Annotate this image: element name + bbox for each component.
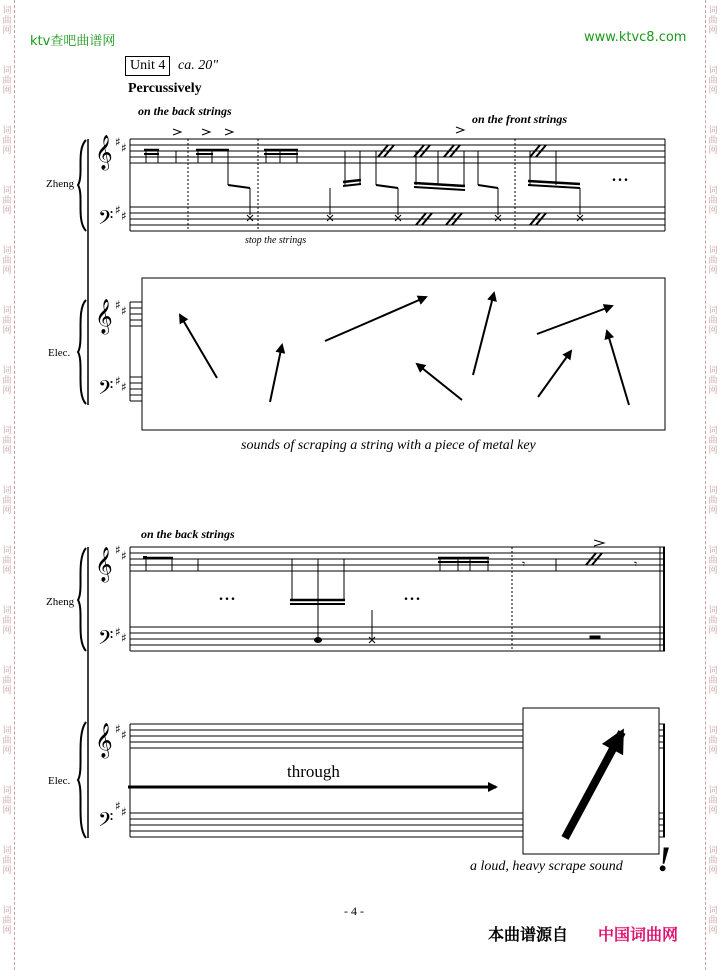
side-watermark-glyph: 曲 bbox=[708, 796, 718, 806]
side-watermark-glyph: 网 bbox=[708, 446, 718, 456]
side-watermark-glyph: 曲 bbox=[2, 136, 12, 146]
caption-heavy-scrape: a loud, heavy scrape sound bbox=[470, 859, 623, 874]
side-watermark-glyph: 词 bbox=[2, 126, 12, 136]
side-watermark-glyph: 曲 bbox=[708, 556, 718, 566]
side-watermark-glyph: 网 bbox=[2, 566, 12, 576]
zheng-bass-staff-2 bbox=[130, 627, 665, 651]
side-watermark-glyph: 网 bbox=[2, 206, 12, 216]
bass-clef-3: 𝄢 bbox=[98, 626, 114, 654]
side-watermark-glyph: 词 bbox=[708, 606, 718, 616]
ellipsis-1: ... bbox=[612, 168, 630, 185]
side-watermark-glyph: 词 bbox=[708, 726, 718, 736]
side-watermark-glyph: 网 bbox=[708, 926, 718, 936]
side-watermark-glyph: 词 bbox=[2, 306, 12, 316]
side-watermark-glyph: 曲 bbox=[708, 436, 718, 446]
side-watermark-glyph: 曲 bbox=[2, 856, 12, 866]
side-watermark-glyph: 网 bbox=[2, 326, 12, 336]
side-watermark-glyph: 网 bbox=[2, 266, 12, 276]
scrape-graphic-box-2 bbox=[523, 708, 659, 854]
rest-1: 𝄾 bbox=[522, 557, 526, 571]
side-watermark-glyph: 曲 bbox=[2, 796, 12, 806]
side-watermark-glyph: 曲 bbox=[708, 376, 718, 386]
side-watermark-glyph: 曲 bbox=[2, 616, 12, 626]
ellipsis-2a: ... bbox=[219, 587, 237, 604]
side-watermark-glyph: 词 bbox=[708, 366, 718, 376]
side-watermark-glyph: 词 bbox=[2, 6, 12, 16]
side-watermark-glyph: 词 bbox=[2, 786, 12, 796]
page-number: - 4 - bbox=[344, 904, 364, 918]
side-watermark-glyph: 词 bbox=[2, 246, 12, 256]
unit-label: Unit 4 bbox=[125, 56, 170, 76]
treble-clef-4: 𝄞 bbox=[95, 723, 113, 758]
side-watermark-glyph: 网 bbox=[2, 686, 12, 696]
side-watermark-glyph: 网 bbox=[708, 746, 718, 756]
side-watermark-glyph: 词 bbox=[2, 486, 12, 496]
side-watermark-glyph: 词 bbox=[708, 126, 718, 136]
side-watermark-glyph: 曲 bbox=[2, 436, 12, 446]
side-watermark-glyph: 词 bbox=[708, 306, 718, 316]
noteheads-system-2 bbox=[143, 556, 147, 559]
notes-system-2 bbox=[144, 540, 604, 643]
side-watermark-glyph: 词 bbox=[708, 246, 718, 256]
svg-text:♯: ♯ bbox=[115, 543, 121, 557]
side-watermark-glyph: 词 bbox=[708, 486, 718, 496]
side-watermark-glyph: 曲 bbox=[708, 16, 718, 26]
side-watermark-glyph: 曲 bbox=[2, 76, 12, 86]
side-watermark-glyph: 网 bbox=[2, 446, 12, 456]
scrape-graphic-box-1 bbox=[142, 278, 665, 430]
side-watermark-glyph: 词 bbox=[2, 426, 12, 436]
side-watermark-glyph: 词 bbox=[2, 366, 12, 376]
svg-text:♯: ♯ bbox=[115, 203, 121, 217]
side-watermark-glyph: 曲 bbox=[2, 376, 12, 386]
side-watermark-glyph: 曲 bbox=[2, 676, 12, 686]
side-watermark-glyph: 词 bbox=[2, 66, 12, 76]
side-watermark-glyph: 网 bbox=[2, 506, 12, 516]
svg-text:♯: ♯ bbox=[115, 298, 121, 312]
side-watermark-glyph: 曲 bbox=[708, 256, 718, 266]
tempo-marking: Percussively bbox=[128, 81, 202, 96]
side-watermark-glyph: 词 bbox=[708, 546, 718, 556]
direction-front-strings: on the front strings bbox=[472, 112, 568, 126]
side-watermark-glyph: 词 bbox=[708, 786, 718, 796]
side-watermark-glyph: 词 bbox=[2, 186, 12, 196]
side-watermark-glyph: 词 bbox=[708, 906, 718, 916]
side-watermark-glyph: 曲 bbox=[708, 676, 718, 686]
elec-bass-staff-2 bbox=[130, 813, 665, 837]
side-watermark-glyph: 网 bbox=[708, 566, 718, 576]
side-watermark-glyph: 曲 bbox=[2, 736, 12, 746]
side-watermark-glyph: 网 bbox=[2, 26, 12, 36]
rest-2: 𝄾 bbox=[634, 557, 638, 571]
svg-text:♯: ♯ bbox=[121, 805, 127, 819]
side-watermark-glyph: 词 bbox=[2, 606, 12, 616]
bass-clef-2: 𝄢 bbox=[98, 376, 114, 404]
side-watermark-glyph: 网 bbox=[2, 386, 12, 396]
side-watermark-glyph: 词 bbox=[708, 426, 718, 436]
side-watermark-glyph: 网 bbox=[708, 806, 718, 816]
svg-text:♯: ♯ bbox=[121, 141, 127, 155]
side-watermark-glyph: 词 bbox=[2, 546, 12, 556]
side-watermark-glyph: 网 bbox=[708, 506, 718, 516]
stop-strings-text: stop the strings bbox=[245, 235, 307, 246]
side-watermark-glyph: 网 bbox=[2, 746, 12, 756]
side-watermark-glyph: 网 bbox=[708, 146, 718, 156]
svg-text:♯: ♯ bbox=[121, 728, 127, 742]
elec-label-2: Elec. bbox=[48, 775, 71, 787]
scrape-arrows-1 bbox=[180, 293, 629, 405]
side-watermark-glyph: 网 bbox=[2, 86, 12, 96]
side-watermark-glyph: 曲 bbox=[708, 856, 718, 866]
svg-text:♯: ♯ bbox=[121, 380, 127, 394]
zheng-label-2: Zheng bbox=[46, 596, 75, 608]
svg-text:♯: ♯ bbox=[121, 304, 127, 318]
notes-measure-2 bbox=[196, 129, 250, 215]
side-watermark-glyph: 曲 bbox=[708, 76, 718, 86]
side-watermark-glyph: 曲 bbox=[2, 256, 12, 266]
side-watermark-glyph: 网 bbox=[2, 806, 12, 816]
zheng-treble-staff-2 bbox=[130, 547, 665, 571]
svg-text:♯: ♯ bbox=[115, 799, 121, 813]
zheng-label-1: Zheng bbox=[46, 178, 75, 190]
side-watermark-glyph: 词 bbox=[708, 6, 718, 16]
bass-clef-1: 𝄢 bbox=[98, 206, 114, 234]
side-watermark-glyph: 曲 bbox=[2, 496, 12, 506]
svg-text:♯: ♯ bbox=[115, 374, 121, 388]
side-watermark-glyph: 网 bbox=[708, 206, 718, 216]
direction-back-strings-1: on the back strings bbox=[138, 104, 232, 118]
svg-text:♯: ♯ bbox=[121, 209, 127, 223]
elec-treble-staff-2 bbox=[130, 724, 665, 748]
side-watermark-glyph: 词 bbox=[708, 66, 718, 76]
side-watermark-glyph: 曲 bbox=[2, 316, 12, 326]
side-watermark-glyph: 网 bbox=[708, 266, 718, 276]
side-watermark-glyph: 曲 bbox=[2, 916, 12, 926]
side-watermark-glyph: 曲 bbox=[708, 736, 718, 746]
notes-measure-3 bbox=[264, 127, 498, 225]
side-watermark-glyph: 词 bbox=[708, 846, 718, 856]
svg-text:♯: ♯ bbox=[121, 549, 127, 563]
side-watermark-glyph: 网 bbox=[2, 146, 12, 156]
side-watermark-glyph: 曲 bbox=[708, 496, 718, 506]
side-watermark-glyph: 词 bbox=[2, 846, 12, 856]
svg-text:♯: ♯ bbox=[115, 135, 121, 149]
header-site-name[interactable]: ktv查吧曲谱网 bbox=[30, 34, 116, 49]
side-watermark-glyph: 网 bbox=[2, 866, 12, 876]
treble-clef-2: 𝄞 bbox=[95, 299, 113, 334]
notes-measure-1 bbox=[144, 129, 181, 163]
side-watermark-glyph: 网 bbox=[708, 326, 718, 336]
footer-source-label: 本曲谱源自 bbox=[488, 925, 569, 944]
side-watermark-glyph: 曲 bbox=[2, 196, 12, 206]
unit-duration: ca. 20" bbox=[178, 58, 219, 73]
elec-label-1: Elec. bbox=[48, 347, 71, 359]
side-watermark-glyph: 词 bbox=[708, 666, 718, 676]
side-watermark-glyph: 网 bbox=[708, 26, 718, 36]
side-watermark-glyph: 曲 bbox=[708, 136, 718, 146]
svg-text:♯: ♯ bbox=[115, 625, 121, 639]
side-watermark-glyph: 网 bbox=[708, 386, 718, 396]
side-watermark-glyph: 网 bbox=[2, 626, 12, 636]
ellipsis-2b: ... bbox=[404, 587, 422, 604]
side-watermark-glyph: 词 bbox=[708, 186, 718, 196]
footer-site-label[interactable]: 中国词曲网 bbox=[598, 925, 679, 944]
heavy-scrape-arrow bbox=[565, 732, 622, 838]
side-watermark-glyph: 曲 bbox=[2, 16, 12, 26]
treble-clef-1: 𝄞 bbox=[95, 135, 113, 170]
side-watermark-glyph: 词 bbox=[2, 726, 12, 736]
caption-scraping: sounds of scraping a string with a piece of metal key bbox=[241, 438, 536, 453]
side-watermark-glyph: 曲 bbox=[708, 316, 718, 326]
elec-bass-staff-1 bbox=[130, 377, 142, 401]
side-watermark-glyph: 网 bbox=[708, 626, 718, 636]
svg-text:♯: ♯ bbox=[121, 631, 127, 645]
side-watermark-glyph: 曲 bbox=[708, 916, 718, 926]
direction-back-strings-2: on the back strings bbox=[141, 527, 235, 541]
side-watermark-glyph: 词 bbox=[2, 666, 12, 676]
bass-clef-4: 𝄢 bbox=[98, 808, 114, 836]
svg-text:♯: ♯ bbox=[115, 722, 121, 736]
through-text: through bbox=[287, 762, 340, 781]
side-watermark-glyph: 网 bbox=[708, 686, 718, 696]
side-watermark-glyph: 网 bbox=[2, 926, 12, 936]
side-watermark-glyph: 网 bbox=[708, 866, 718, 876]
treble-clef-3: 𝄞 bbox=[95, 547, 113, 582]
elec-treble-staff-1 bbox=[130, 302, 142, 326]
side-watermark-glyph: 曲 bbox=[708, 196, 718, 206]
exclamation-mark: ! bbox=[657, 839, 672, 879]
header-site-url[interactable]: www.ktvc8.com bbox=[584, 30, 687, 45]
side-watermark-glyph: 曲 bbox=[708, 616, 718, 626]
side-watermark-glyph: 网 bbox=[708, 86, 718, 96]
side-watermark-glyph: 曲 bbox=[2, 556, 12, 566]
side-watermark-glyph: 词 bbox=[2, 906, 12, 916]
